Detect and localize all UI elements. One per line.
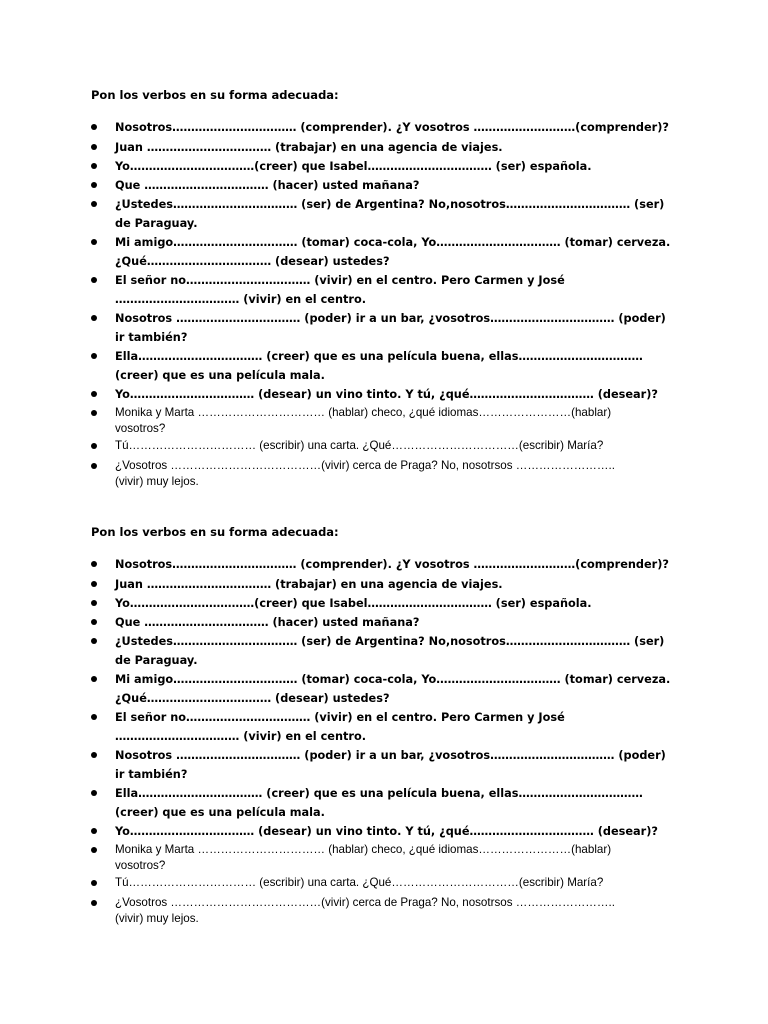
- bullet-icon: [91, 752, 97, 758]
- bullet-icon: [91, 714, 97, 720]
- sentence-line: Yo……………………………(creer) que Isabel…………………………… (ser) española.: [115, 597, 592, 610]
- exercise-sentence: [115, 438, 675, 454]
- sentence-line: (vivir) muy lejos.: [115, 475, 199, 488]
- sentence-line: Monika y Marta …………………………… (hablar) checo, ¿qué idiomas……………………(hablar): [115, 843, 612, 856]
- sentence-line: ¿Qué…………………………… (desear) ustedes?: [115, 255, 390, 268]
- bullet-icon: [91, 144, 97, 150]
- bullet-icon: [91, 124, 97, 130]
- bullet-icon: [91, 847, 97, 853]
- exercise-sentence: [115, 138, 675, 157]
- sentence-line: Mi amigo…………………………… (tomar) coca-cola, Yo…………………………… (tomar) cerveza.: [115, 236, 671, 249]
- sentence-line: Tú…………………………… (escribir) una carta. ¿Qué……………………………(escribir) María?: [115, 439, 604, 452]
- bullet-icon: [91, 201, 97, 207]
- bullet-icon: [91, 600, 97, 606]
- bullet-icon: [91, 163, 97, 169]
- sentence-line: Yo…………………………… (desear) un vino tinto. Y tú, ¿qué…………………………… (desear)?: [115, 388, 658, 401]
- exercise-sentence: [115, 195, 675, 233]
- exercise-sentence: [115, 632, 675, 670]
- sentence-line: de Paraguay.: [115, 217, 198, 230]
- sentence-line: El señor no…………………………… (vivir) en el centro. Pero Carmen y José: [115, 711, 565, 724]
- sentence-line: Nosotros…………………………… (comprender). ¿Y vosotros ………………………(comprender)?: [115, 121, 669, 134]
- bullet-icon: [91, 443, 97, 449]
- exercise-sentence: [115, 176, 675, 195]
- exercise-sentence: [115, 746, 675, 784]
- exercise-sentence: [115, 405, 675, 437]
- exercise-sentence: [115, 385, 675, 404]
- sentence-line: Nosotros …………………………… (poder) ir a un bar, ¿vosotros…………………………… (poder): [115, 749, 666, 762]
- sentence-line: Mi amigo…………………………… (tomar) coca-cola, Yo…………………………… (tomar) cerveza.: [115, 673, 671, 686]
- exercise-sentence: [115, 784, 675, 822]
- sentence-line: ¿Vosotros …………………………………(vivir) cerca de Praga? No, nosotrsos ……………………..: [115, 459, 615, 472]
- exercise-sentence: [115, 118, 675, 137]
- sentence-line: ¿Qué…………………………… (desear) ustedes?: [115, 692, 390, 705]
- bullet-icon: [91, 277, 97, 283]
- exercise-sentence: [115, 875, 675, 891]
- bullet-icon: [91, 828, 97, 834]
- exercise-heading: Pon los verbos en su forma adecuada:: [91, 525, 339, 539]
- bullet-icon: [91, 880, 97, 886]
- sentence-line: (vivir) muy lejos.: [115, 912, 199, 925]
- sentence-line: ¿Vosotros …………………………………(vivir) cerca de Praga? No, nosotrsos ……………………..: [115, 896, 615, 909]
- exercise-sentence: [115, 555, 675, 574]
- sentence-line: Juan …………………………… (trabajar) en una agencia de viajes.: [115, 141, 503, 154]
- exercise-sentence: [115, 458, 675, 490]
- bullet-icon: [91, 900, 97, 906]
- exercise-sentence: [115, 670, 675, 708]
- sentence-line: El señor no…………………………… (vivir) en el centro. Pero Carmen y José: [115, 274, 565, 287]
- exercise-sentence: [115, 613, 675, 632]
- sentence-line: (creer) que es una película mala.: [115, 806, 325, 819]
- exercise-sentence: [115, 708, 675, 746]
- sentence-line: vosotros?: [115, 859, 166, 872]
- sentence-line: Yo…………………………… (desear) un vino tinto. Y tú, ¿qué…………………………… (desear)?: [115, 825, 658, 838]
- sentence-line: Tú…………………………… (escribir) una carta. ¿Qué……………………………(escribir) María?: [115, 876, 604, 889]
- sentence-line: ¿Ustedes…………………………… (ser) de Argentina? No,nosotros…………………………… (ser): [115, 635, 665, 648]
- exercise-sentence: [115, 271, 675, 309]
- sentence-line: de Paraguay.: [115, 654, 198, 667]
- exercise-sentence: [115, 895, 675, 927]
- sentence-line: Juan …………………………… (trabajar) en una agencia de viajes.: [115, 578, 503, 591]
- exercise-sentence: [115, 347, 675, 385]
- sentence-line: Que …………………………… (hacer) usted mañana?: [115, 179, 420, 192]
- exercise-sentence: [115, 309, 675, 347]
- sentence-line: Ella…………………………… (creer) que es una película buena, ellas……………………………: [115, 350, 643, 363]
- exercise-sentence: [115, 842, 675, 874]
- sentence-line: Nosotros …………………………… (poder) ir a un bar, ¿vosotros…………………………… (poder): [115, 312, 666, 325]
- bullet-icon: [91, 619, 97, 625]
- bullet-icon: [91, 182, 97, 188]
- bullet-icon: [91, 676, 97, 682]
- exercise-heading: Pon los verbos en su forma adecuada:: [91, 88, 339, 102]
- sentence-line: Ella…………………………… (creer) que es una película buena, ellas……………………………: [115, 787, 643, 800]
- bullet-icon: [91, 638, 97, 644]
- sentence-line: Que …………………………… (hacer) usted mañana?: [115, 616, 420, 629]
- sentence-line: vosotros?: [115, 422, 166, 435]
- sentence-line: Nosotros…………………………… (comprender). ¿Y vosotros ………………………(comprender)?: [115, 558, 669, 571]
- bullet-icon: [91, 353, 97, 359]
- sentence-line: ir también?: [115, 331, 188, 344]
- exercise-sentence: [115, 233, 675, 271]
- sentence-line: Yo……………………………(creer) que Isabel…………………………… (ser) española.: [115, 160, 592, 173]
- bullet-icon: [91, 410, 97, 416]
- sentence-line: (creer) que es una película mala.: [115, 369, 325, 382]
- bullet-icon: [91, 581, 97, 587]
- sentence-line: ¿Ustedes…………………………… (ser) de Argentina? No,nosotros…………………………… (ser): [115, 198, 665, 211]
- sentence-line: ir también?: [115, 768, 188, 781]
- bullet-icon: [91, 561, 97, 567]
- exercise-sentence: [115, 575, 675, 594]
- sentence-line: …………………………… (vivir) en el centro.: [115, 293, 367, 306]
- exercise-sentence: [115, 822, 675, 841]
- exercise-sentence: [115, 594, 675, 613]
- bullet-icon: [91, 463, 97, 469]
- sentence-line: …………………………… (vivir) en el centro.: [115, 730, 367, 743]
- bullet-icon: [91, 239, 97, 245]
- sentence-line: Monika y Marta …………………………… (hablar) checo, ¿qué idiomas……………………(hablar): [115, 406, 612, 419]
- bullet-icon: [91, 391, 97, 397]
- exercise-sentence: [115, 157, 675, 176]
- bullet-icon: [91, 315, 97, 321]
- bullet-icon: [91, 790, 97, 796]
